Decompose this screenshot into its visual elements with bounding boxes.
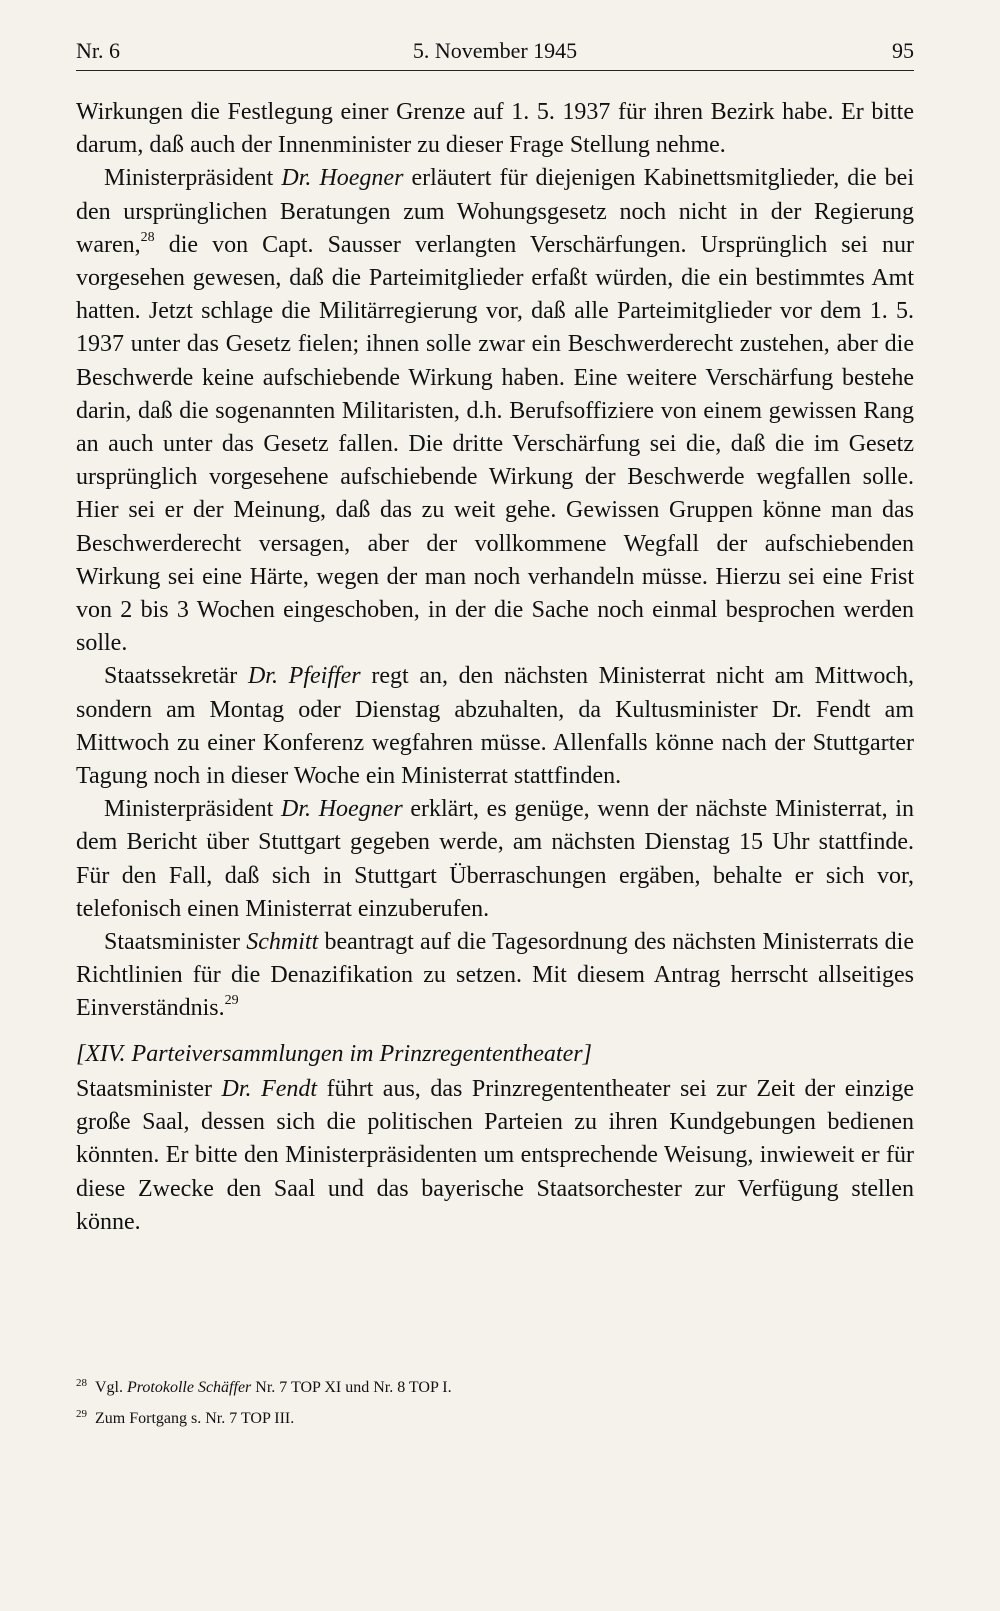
running-header	[76, 36, 914, 71]
header-issue-number: Nr. 6	[76, 38, 120, 63]
paragraph-text: erläutert für diejenigen Kabinettsmitglieder, die bei den ursprünglichen Beratungen zum Wohungsgesetz noch nicht in der Regierung waren,	[76, 165, 914, 258]
page-number: 95	[892, 38, 914, 63]
footnote-ref[interactable]: 28	[140, 229, 155, 245]
footnote-number: 28	[76, 1377, 87, 1389]
paragraph-text: regt an, den nächsten Ministerrat nicht am Mittwoch, sondern am Montag oder Dienstag abzuhalten, da Kultusminister Dr. Fendt am Mittwoch zu einer Konferenz wegfahren müsse. Allenfalls könne nach der Stuttgarter Tagung noch in dieser Woche ein Ministerrat stattfinden.	[76, 663, 915, 790]
paragraph-text: führt aus, das Prinzregententheater sei zur Zeit der einzige große Saal, dessen sich die politischen Parteien zu ihren Kundgebungen bedienen könnten. Er bitte den Ministerpräsidenten um entsprechende Weisung, inwieweit er für diese Zwecke den Saal und das bayerische Staatsorchester zur Verfügung stellen könne.	[76, 1075, 914, 1235]
cited-work: Protokolle Schäffer	[127, 1379, 252, 1396]
footnote-ref[interactable]: 29	[224, 993, 239, 1009]
footnotes	[76, 1370, 914, 1432]
footnote-number: 29	[76, 1408, 87, 1420]
footnote-28: $^{28}$ Vgl. Protokolle Schäffer Nr. 7 TOP XI und Nr. 8 TOP I.	[76, 1377, 452, 1396]
speaker-role: Staatssekretär	[104, 663, 248, 690]
speaker-name: Dr. Hoegner	[281, 165, 404, 192]
paragraph-schmitt	[76, 926, 914, 1026]
main-text	[76, 96, 914, 1239]
paragraph-pfeiffer	[76, 660, 914, 793]
paragraph-hoegner-2	[76, 793, 914, 926]
speaker-name: Schmitt	[246, 929, 319, 956]
header-date: 5. November 1945	[412, 38, 578, 63]
paragraph-continued: Wirkungen die Festlegung einer Grenze auf 1. 5. 1937 für ihren Bezirk habe. Er bitte darum, daß auch der Innenminister zu dieser Frage Stellung nehme.	[76, 99, 914, 159]
speaker-name: Dr. Hoegner	[281, 796, 403, 823]
speaker-name: Dr. Pfeiffer	[247, 663, 361, 690]
section-heading: [XIV. Parteiversammlungen im Prinzregententheater]	[76, 1040, 592, 1067]
paragraph-hoegner	[76, 162, 914, 660]
speaker-role: Staatsminister	[104, 929, 247, 956]
paragraph-text: beantragt auf die Tagesordnung des nächsten Ministerrats die Richtlinien für die Denazifikation zu setzen. Mit diesem Antrag herrscht allseitiges Einverständnis.	[76, 929, 915, 1022]
speaker-role: Staatsminister	[76, 1075, 222, 1102]
speaker-role: Ministerpräsident	[104, 796, 281, 823]
paragraph-text: die von Capt. Sausser verlangten Verschärfungen. Ursprünglich sei nur vorgesehen gewesen, daß die Parteimitglieder erfaßt würden, die ein bestimmtes Amt hatten. Jetzt schlage die Militärregierung vor, daß alle Parteimitglieder vor dem 1. 5. 1937 unter das Gesetz fielen; ihnen solle zwar ein Beschwerderecht zustehen, aber die Beschwerde keine aufschiebende Wirkung haben. Eine weitere Verschärfung bestehe darin, daß die sogenannten Militaristen, d.h. Berufsoffiziere von einem gewissen Rang an auch unter das Gesetz fallen. Die dritte Verschärfung sei die, daß die im Gesetz ursprünglich vorgesehene aufschiebende Wirkung der Beschwerde wegfallen solle. Hier sei er der Meinung, daß das zu weit gehe. Gewissen Gruppen könne man das Beschwerderecht versagen, aber der vollkommene Wegfall der aufschiebenden Wirkung sei eine Härte, wegen der man noch verhandeln müsse. Hierzu sei eine Frist von 2 bis 3 Wochen eingeschoben, in der die Sache noch einmal besprochen werden solle.	[76, 231, 914, 657]
paragraph-text: erklärt, es genüge, wenn der nächste Ministerrat, in dem Bericht über Stuttgart gegeben werde, am nächsten Dienstag 15 Uhr stattfinde. Für den Fall, daß sich in Stuttgart Überraschungen ergäben, behalte er sich vor, telefonisch einen Ministerrat einzuberufen.	[76, 796, 914, 922]
speaker-name: Dr. Fendt	[221, 1075, 318, 1102]
speaker-role: Ministerpräsident	[104, 165, 282, 192]
footnote-29: $^{29}$ Zum Fortgang s. Nr. 7 TOP III.	[76, 1408, 295, 1427]
paragraph-fendt	[76, 1073, 914, 1239]
